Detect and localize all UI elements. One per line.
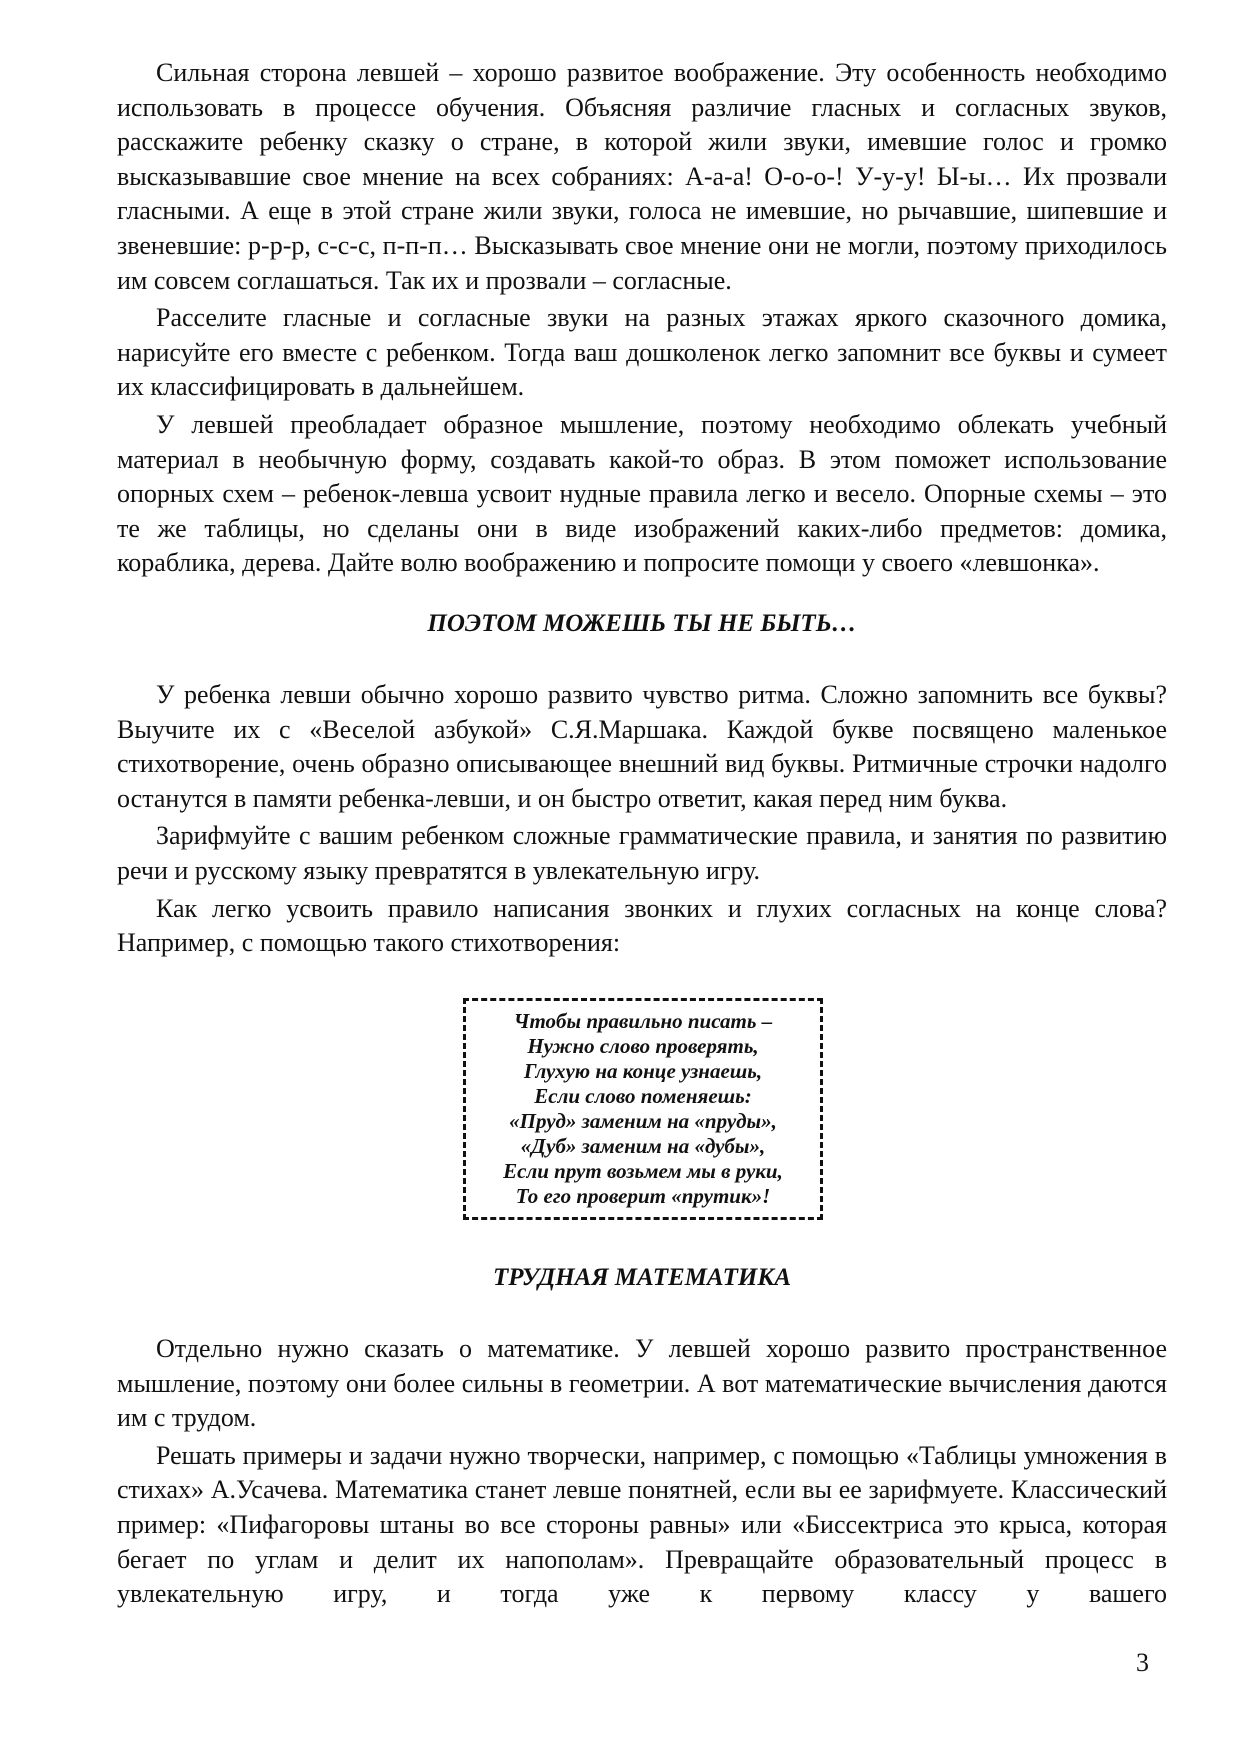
paragraph: Расселите гласные и согласные звуки на разных этажах яркого сказочного домика, нарисуйте его вместе с ребенком. Тогда ваш дошколенок легко запомнит все буквы и сумеет их классифицировать в дальнейшем.: [117, 303, 1167, 402]
paragraph: У левшей преобладает образное мышление, поэтому необходимо облекать учебный материал в необычную форму, создавать какой-то образ. В этом поможет использование опорных схем – ребенок-левша усвоит нудные правила легко и весело. Опорные схемы – это те же таблицы, но сделаны они в виде изображений каких-либо предметов: домика, кораблика, дерева. Дайте волю воображению и попросите помощи у своего «левшонка».: [117, 409, 1167, 578]
paragraph: У ребенка левши обычно хорошо развито чувство ритма. Сложно запомнить все буквы? Выучите их с «Веселой азбукой» С.Я.Маршака. Каждой букве посвящено маленькое стихотворение, очень образно описывающее внешний вид буквы. Ритмичные строчки надолго останутся в памяти ребенка-левши, и он быстро ответит, какая перед ним буква.: [117, 680, 1167, 813]
paragraph: Отдельно нужно сказать о математике. У левшей хорошо развито пространственное мышление, поэтому они более сильны в геометрии. А вот математические вычисления даются им с трудом.: [117, 1334, 1167, 1433]
poem-line: Если слово поменяешь:: [534, 1084, 752, 1108]
paragraph: Как легко усвоить правило написания звонких и глухих согласных на конце слова? Например, с помощью такого стихотворения:: [117, 893, 1167, 958]
poem-line: Глухую на конце узнаешь,: [523, 1059, 763, 1083]
page-number: 3: [1136, 1648, 1149, 1677]
poem-line: «Дуб» заменим на «дубы»,: [520, 1134, 766, 1158]
section-poetry: [117, 678, 1167, 964]
poem-line: Если прут возьмем мы в руки,: [503, 1159, 783, 1183]
paragraph: Зарифмуйте с вашим ребенком сложные грамматические правила, и занятия по развитию речи и русскому языку превратятся в увлекательную игру.: [117, 821, 1167, 885]
poem-line: То его проверит «прутик»!: [515, 1184, 771, 1208]
section-heading: ПОЭТОМ МОЖЕШЬ ТЫ НЕ БЫТЬ…: [427, 610, 857, 637]
section-math: [117, 1332, 1167, 1615]
poem-line: Нужно слово проверять,: [527, 1034, 759, 1058]
paragraph: Сильная сторона левшей – хорошо развитое воображение. Эту особенность необходимо использовать в процессе обучения. Объясняя различие гласных и согласных звуков, расскажите ребенку сказку о стране, в которой жили звуки, имевшие голос и громко высказывавшие свое мнение на всех собраниях: А-а-а! О-о-о-! У-у-у! Ы-ы… Их прозвали гласными. А еще в этой стране жили звуки, голоса не имевшие, но рычавшие, шипевшие и звеневшие: р-р-р, с-с-с, п-п-п… Высказывать свое мнение они не могли, поэтому приходилось им совсем соглашаться. Так их и прозвали – согласные.: [117, 58, 1167, 295]
poem-box: [463, 998, 823, 1220]
section-heading: ТРУДНАЯ МАТЕМАТИКА: [492, 1264, 792, 1291]
paragraph: Решать примеры и задачи нужно творчески, например, с помощью «Таблицы умножения в стихах» А.Усачева. Математика станет левше понятней, если вы ее зарифмуете. Классический пример: «Пифагоровы штаны во все стороны равны» или «Биссектриса это крыса, которая бегает по углам и делит их напополам». Превращайте образовательный процесс в увлекательную игру, и тогда уже к первому классу у вашего: [117, 1440, 1167, 1609]
poem-line: Чтобы правильно писать –: [513, 1009, 773, 1033]
poem-line: «Пруд» заменим на «пруды»,: [509, 1109, 777, 1133]
section-intro: [117, 56, 1167, 584]
